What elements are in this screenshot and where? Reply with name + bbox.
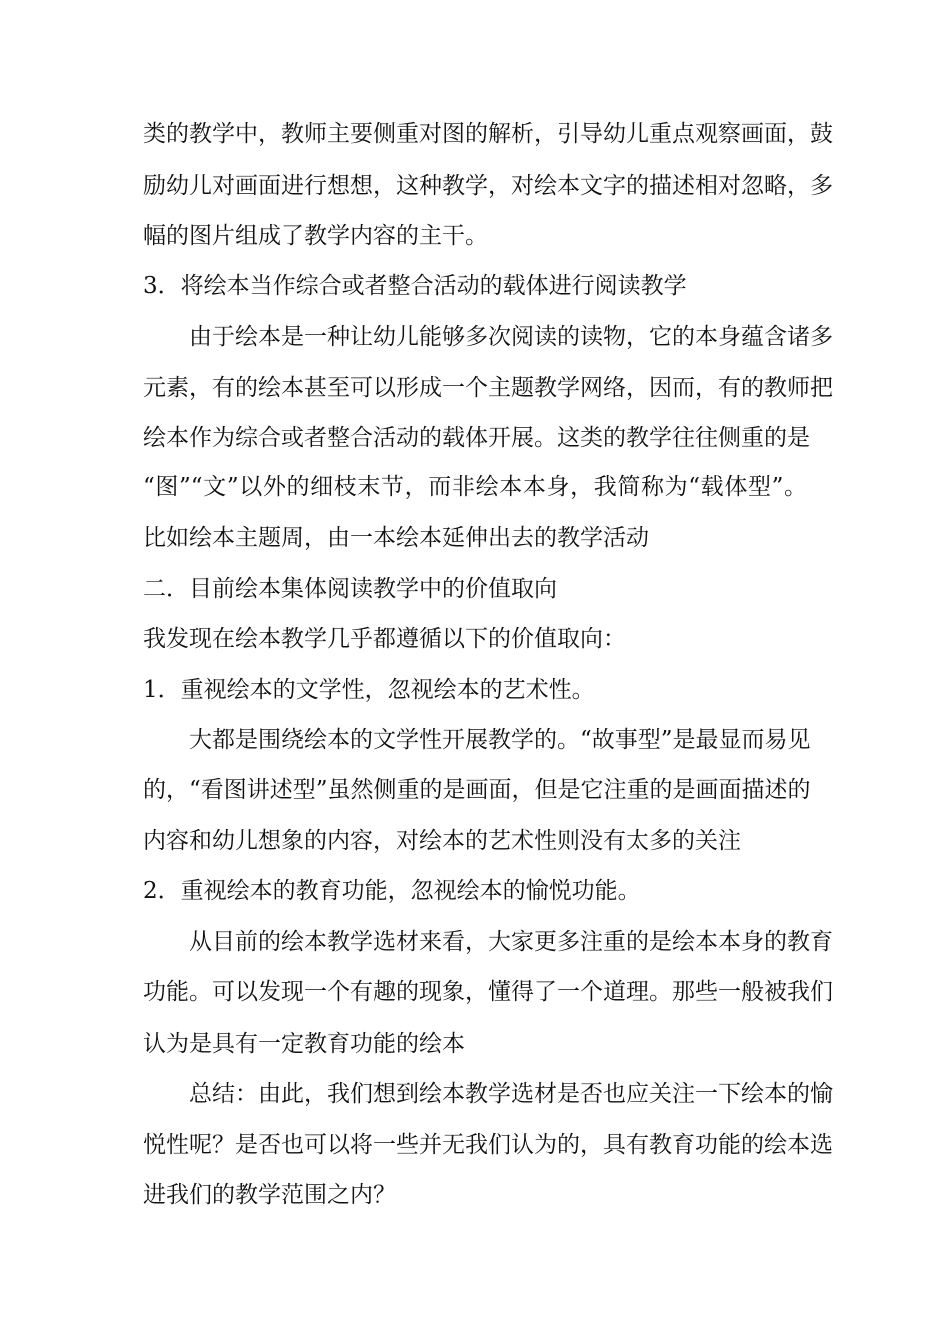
text-line: 认为是具有一定教育功能的绘本: [143, 1031, 465, 1057]
text-line: 励幼儿对画面进行想想，这种教学，对绘本文字的描述相对忽略，多: [143, 173, 833, 199]
text-line: 绘本作为综合或者整合活动的载体开展。这类的教学往往侧重的是: [143, 425, 810, 451]
text-line: 幅的图片组成了教学内容的主干。: [143, 223, 488, 249]
text-line: 的，“看图讲述型”虽然侧重的是画面，但是它注重的是画面描述的: [143, 777, 811, 803]
text-line: 元素，有的绘本甚至可以形成一个主题教学网络，因而，有的教师把: [143, 375, 833, 401]
section-heading: 2．重视绘本的教育功能，忽视绘本的愉悦功能。: [143, 878, 641, 904]
text-line: 功能。可以发现一个有趣的现象，懂得了一个道理。那些一般被我们: [143, 979, 833, 1005]
text-line: 类的教学中，教师主要侧重对图的解析，引导幼儿重点观察画面，鼓: [143, 121, 833, 147]
text-line: 总结：由此，我们想到绘本教学选材是否也应关注一下绘本的愉: [189, 1081, 833, 1107]
text-line: 内容和幼儿想象的内容，对绘本的艺术性则没有太多的关注: [143, 828, 741, 854]
text-line: “图”“文”以外的细枝末节，而非绘本本身，我简称为“载体型”。: [143, 474, 807, 500]
text-line: 大都是围绕绘本的文学性开展教学的。“故事型”是最显而易见: [189, 727, 811, 753]
text-line: 我发现在绘本教学几乎都遵循以下的价值取向：: [143, 626, 626, 652]
section-heading: 二．目前绘本集体阅读教学中的价值取向: [143, 576, 557, 602]
text-line: 由于绘本是一种让幼儿能够多次阅读的读物，它的本身蕴含诸多: [189, 324, 833, 350]
text-line: 比如绘本主题周，由一本绘本延伸出去的教学活动: [143, 525, 649, 551]
text-line: 从目前的绘本教学选材来看，大家更多注重的是绘本本身的教育: [189, 929, 833, 955]
section-heading: 3．将绘本当作综合或者整合活动的载体进行阅读教学: [143, 273, 687, 299]
text-line: 悦性呢？是否也可以将一些并无我们认为的，具有教育功能的绘本选: [143, 1132, 833, 1158]
text-line: 进我们的教学范围之内？: [143, 1182, 396, 1208]
section-heading: 1．重视绘本的文学性，忽视绘本的艺术性。: [143, 677, 595, 703]
